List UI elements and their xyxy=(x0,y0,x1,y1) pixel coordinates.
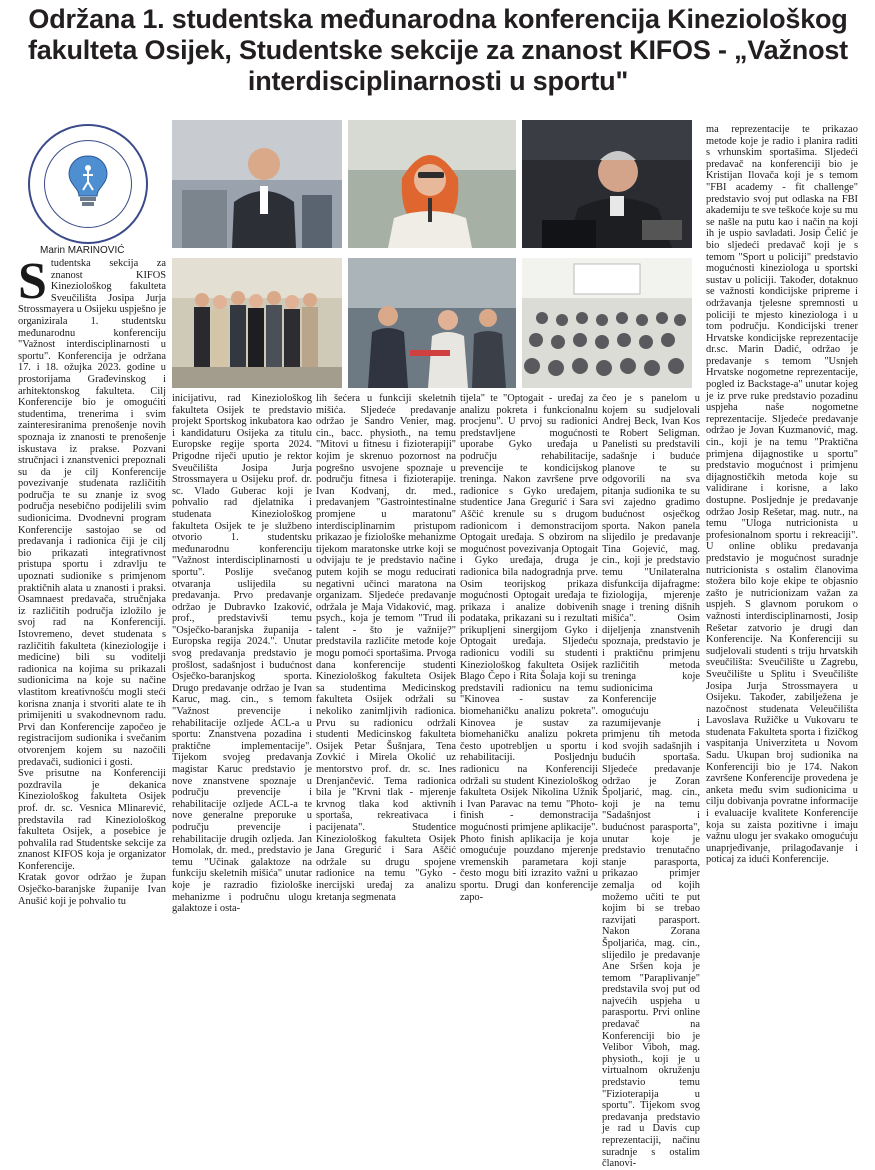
paragraph: Sve prisutne na Konferenciji pozdravila je dekanica Kineziološkog fakulteta Osijek prof. dr. sc. Vesnica Mlinarević, predstavila rad Kineziološkog fakulteta Osijek, a posebice je pohvalila rad Studentske sekcije za znanost KIFOS koja je organizator Konferencije. xyxy=(18,768,166,872)
article-column-4 xyxy=(460,393,598,903)
paragraph: inicijativu, rad Kineziološkog fakulteta Osijek te predstavio projekt Sportskog inkubatora kao i kandidaturu Osijeka za titulu Europske regije sporta 2024. Prigodne riječi uputio je rektor Sveučilišta Josipa Jurja Strossmayera u Osijeku prof. dr. sc. Vlado Guberac koji je pohvalio rad djelatnika i studenata Kineziološkog fakulteta Osijek te je službeno otvorio 1. studentsku međunarodnu konferenciju "Važnost interdisciplinarnosti u sportu". Poslije svečanog otvaranja uslijedila su predavanja. Prvo predavanje održao je Dubravko Izaković, prof., predstavivši temu "Osječko-baranjska županija - Europska regija 2024.". Unutar svog predavanja predstavio je prošlost, sadašnjost i budućnost Osječko-baranjskog sporta. Drugo predavanje održao je Ivan Karuc, mag. cin., s temom "Važnost prevencije i rehabilitacije ozljede ACL-a u sportu: Znanstvena pozadina i praktične implementacije". Tijekom svojeg predavanja magistar Karuc predstavio je nove znanstvene spoznaje u području prevencije i rehabilitacije ozljede ACL-a te nove generalne preporuke u području prevencije i rehabilitacije drugih ozljeda. Jan Homolak, dr. med., predstavio je temu "Učinak galaktoze na funkciju skeletnih mišića" unutar koje je razradio fiziološke mehanizme i područnu ulogu galaktoze i osta- xyxy=(172,393,312,915)
author-byline: Marin MARINOVIĆ xyxy=(40,245,125,256)
photo-workshop xyxy=(348,258,516,388)
kifos-logo xyxy=(28,124,148,244)
photo-group xyxy=(172,258,342,388)
article-column-3 xyxy=(316,393,456,903)
article-headline: Održana 1. studentska međunarodna konferencija Kineziološkog fakulteta Osijek, Studentske sekcije za znanost KIFOS - „Važnost interdisciplinarnosti u sportu" xyxy=(28,4,848,96)
article-column-5 xyxy=(602,393,700,1170)
photo-woman-speaker xyxy=(348,120,516,248)
lightbulb-icon xyxy=(65,154,111,208)
lead-paragraph xyxy=(18,253,166,768)
paragraph: čeo je s panelom u kojem su sudjelovali Andrej Beck, Ivan Kos te Robert Seligman. Panelisti su predstavili sadašnje i buduće planove te su odgovorili na sva pitanja sudionika te su svi zajedno gradimo budućnost osječkog sporta. Nakon panela slijedilo je predavanje Tina Gojević, mag. cin., koji je predstavio temu "Unilateralna disfunkcija dijafragme: fiziologija, mjerenje snage i trening dišnih mišića". Osim dijeljenja znanstvenih spoznaja, predstavio je i praktičnu primjenu različitih metoda treninga koje sudionicima Konferencije omogućuju razumijevanje i primjenu tih metoda kod svojih sadašnjih i budućih sportaša. Sljedeće predavanje održao je Zoran Špoljarić, mag. cin., koji je na temu "Sadašnjost i budućnost parasporta", unutar koje je predstavio trenutačno stanje parasporta, prikazao primjer zemalja od kojih možemo učiti te put kojim bi se trebao razvijati parasport. Nakon Zorana Špoljarića, mag. cin., slijedilo je predavanje Ane Sršen koja je temom "Paraplivanje" predstavila svoj put od najvećih uspjeha u parasportu. Prvi online predavač na Konferenciji bio je Velibor Viboh, mag. physioth., koji je u virtualnom okruženju predstavio temu "Fizioterapija u sportu". Tijekom svog predavanja predstavio je rad u Davis cup reprezentaciji, načinu suradnje s ostalim članovi- xyxy=(602,393,700,1170)
photo-audience xyxy=(522,258,692,388)
photo-older-speaker xyxy=(522,120,692,248)
article-column-1 xyxy=(18,253,166,907)
paragraph: lih šećera u funkciji skeletnih mišića. Sljedeće predavanje održao je Sandro Venier, mag. cin., bacc. physioth., na temu "Mitovi u fitnesu i fizioterapiji" kojim je skrenuo pozornost na pogrešno usvojene spoznaje u području fitnesa i fizioterapije. Ivan Kodvanj, dr. med., predavanjem "Gastrointestinalne promjene u maratonu" interdisciplinarnim pristupom prikazao je fiziološke mehanizme tijekom maratonske utrke koji se odvijaju te je predstavio načine putem kojih se mogu reducirati negativni učinci maratona na organizam. Sljedeće predavanje održala je Maja Vidaković, mag. psych., koja je temom "Trud ili talent - što je važnije?" predstavila različite metode koje mogu pomoći sportašima. Prvoga dana konferencije studenti Kineziološkog fakulteta Osijek sa studentima Medicinskog fakulteta Osijek održali su nekoliko zanimljivih radionica. Prvu su radionicu održali studenti Medicinskog fakulteta Osijek Petar Šušnjara, Tena Zovkić i Mirela Okolić uz mentorstvo prof. dr. sc. Ines Drenjančević. Tema radionica bila je "Krvni tlak - mjerenje krvnog tlaka kod aktivnih sportaša, rekreativaca i pacijenata". Studentice Kineziološkog fakulteta Osijek Jana Gregurić i Sara Aščić održale su drugu spojene radionice na temu "Gyko - inercijski uređaj za analizu kretanja segmenata xyxy=(316,393,456,903)
paragraph: ma reprezentacije te prikazao metode koje je radio i planira raditi s vrhunskim sportašima. Sljedeći predavač na konferenciji bio je Kristijan Ilovača koji je s temom "FBI academy - fit challenge" predstavio svoj put odlaska na FBI akademiju te sve teškoće koje su mu se našle na putu kao i način na koji ih je uspio savladati. Josip Čelić je bio sljedeći predavač koji je s temom "Sport u policiji" predstavio mogućnosti kineziologa u sportski sustav u policiji. Također, dotaknuo se važnosti kondicijske pripreme i održavanja tjelesne spremnosti u policiji te mjesto kineziologa i u tom području. Kondicijski trener Hrvatske kondicijske reprezentacije dr.sc. Marin Dadić, održao je predavanje s temom "Usnjeh Hrvatske nogometne reprezentacije, pogled iz Backstage-a" unutar kojeg je iz prve ruke predstavio pozadinu uspjeha naše nogometne reprezentacije. Sljedeće predavanje održao je Jovan Kuzmanović, mag. cin., koji je na temu "Praktična primjena dijagnostike u sportu" predstavio mogućnost i primjenu dijagnostičkih metoda koje su validirane i korisne, a lako dostupne. Posljednje je predavanje održao Josip Rešetar, mag. nutr., na temu "Uloga nutricionista u profesionalnom sportu i rekreaciji". U online obliku predavanja predstavio je mogućnost suradnje nutricionista s ostalim članovima stožera bilo koje ekipe te objasnio zašto je nutricionizam važan za uspjeh. S glavnom porukom o važnosti interdisciplinarnosti, Josip Rešetar zatvorio je drugi dan Konferencije. Na Konferenciji su sudjelovali studenti s triju hrvatskih sveučilišta: Sveučilište u Zagrebu, Sveučilište u Splitu i Sveučilište Josipa Jurja Strossmayera u Osijeku. Također, zabilježena je nazočnost studenata Veleučilišta Lavoslava Ružičke u Vukovaru te studenata Fakulteta sporta i fizičkog vaspitanja Univerziteta u Novom Sadu. Ukupan broj sudionika na Konferenciji bio je 174. Nakon završene Konferencije provedena je anketa među svim sudionicima u cilju dobivanja povratne informacije i evaluacije kvalitete Konferencije koja su zaista pozitivne i imaju važnu ulogu jer svakako omogućuju unaprjeđivanje, prilagođavanje i poticaj za idući Konferencije. xyxy=(706,124,858,866)
photo-speaker-podium xyxy=(172,120,342,248)
dropcap: S xyxy=(18,253,47,310)
article-column-2 xyxy=(172,393,312,915)
paragraph: Kratak govor održao je župan Osječko-baranjske županije Ivan Anušić koji je pohvalio tu xyxy=(18,872,166,907)
paragraph: tijela" te "Optogait - uređaj za analizu pokreta i funkcionalnu procjenu". U prvoj su radionici predstavljene mogućnosti uporabe Gyko uređaja u području rehabilitacije, prevencije te kondicijskog treninga. Nakon završene prve radionice s Gyko uređajem, studentice Jana Gregurić i Sara Aščić krenule su s drugom radionicom i demonstracijom Optogait uređaja. S obzirom na mogućnost povezivanja Optogait i Gyko uređaja, druga je radionica bila nadogradnja prve. Osim teorijskog prikaza mogućnosti Optogait uređaja te prikaza i analize dobivenih podataka, prikazani su i rezultati prikupljeni sinergijom Gyko i Optogait uređaja. Sljedeću radionicu vodili su studenti Kineziološkog fakulteta Osijek Blago Čepo i Rita Šolaja koji su predstavili radionicu na temu "Kinovea - sustav za biomehaničku analizu pokreta". Kinovea je sustav za biomehaničku analizu pokreta često upotrebljen u sportu i rehabilitaciji. Posljednju radionicu na Konferenciji održali su student Kineziološkog fakulteta Osijek Nikolina Užnik i Ivan Paravac na temu "Photo-finish - demonstracija mogućnosti primjene aplikacije". Photo finish aplikacija je koja omogućuje pouzdano mjerenje vremenskih parametara koji često mogu biti izrazito važni u sportu. Drugi dan konferencije zapo- xyxy=(460,393,598,903)
article-column-6 xyxy=(706,124,858,866)
lead-text: tudentska sekcija za znanost KIFOS Kineziološkog fakulteta Sveučilišta Josipa Jurja Strossmayera u Osijeku uspješno je organizirala 1. studentsku međunarodnu konferenciju "Važnost interdisciplinarnosti u sportu". Konferencija je održana 17. i 18. ožujka 2023. godine u prostorijama Građevinskog i arhitektonskog fakulteta. Cilj Konferencije bio je omogućiti studentima, trenerima i svim zainteresiranima prenošenje novih spoznaja iz znanosti te prenošenje iskustava iz prakse. Pozvani stručnjaci i znanstvenici prepoznali su da je cilj Konferencije povezivanje studenata različitih područja te su znanje iz svog područja nesebično podijelili svim sudionicima. Dvodnevni program Konferencije sastojao se od predavanja i radionica čiji je cilj bio prikazati integrativnost pristupa sportu i zdravlju te upoznati sudionike s primjenom praktičnih alata u znanosti i praksi. Osamnaest predavača, stručnjaka iz različitih područja izložilo je svoj rad na Konferenciji. Istovremeno, devet studenata s različitih fakulteta (kineziologije i medicine) bili su voditelji radionica na kojima su prikazali sudionicima na koje su načine vlastitom kreativnošću mogli steći korisna znanja i stvoriti alate te ih primijeniti u svakodnevnom radu. Prvi dan Konferencije započeo je registracijom sudionika i svečanim otvorenjem kojem su nazočili predavači, sudionici i gosti. xyxy=(18,258,166,768)
